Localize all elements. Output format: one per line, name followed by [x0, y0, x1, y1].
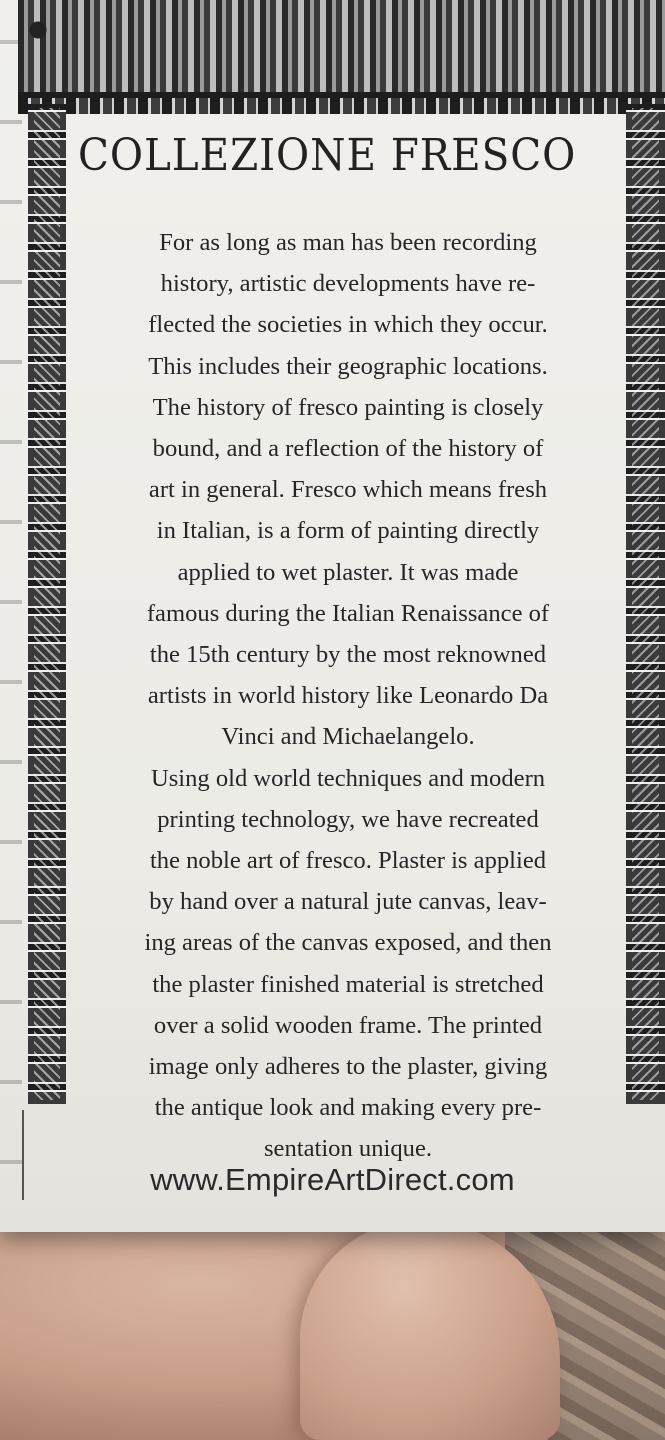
description-line: famous during the Italian Renaissance of [146, 599, 550, 627]
description-line: in Italian, is a form of painting directly [156, 517, 540, 545]
card-description [70, 222, 626, 1170]
description-line: For as long as man has been recording [159, 229, 537, 256]
card-left-edge [0, 0, 22, 1232]
website-url: www.EmpireArtDirect.com [150, 1162, 515, 1197]
description-line: Using old world techniques and modern [150, 764, 546, 792]
description-line: sentation unique. [263, 1135, 433, 1163]
description-line: The history of fresco painting is closely [152, 393, 544, 421]
description-line: the noble art of fresco. Plaster is applied [149, 847, 547, 875]
description-line: over a solid wooden frame. The printed [153, 1011, 543, 1039]
description-line: image only adheres to the plaster, giving [148, 1053, 548, 1081]
description-line: bound, and a reflection of the history of [152, 435, 544, 463]
description-line: the antique look and making every pre- [154, 1094, 542, 1122]
ornamental-border-right [626, 104, 665, 1104]
description-line: printing technology, we have recreated [157, 805, 539, 833]
description-line: by hand over a natural jute canvas, leav- [149, 888, 547, 916]
description-line: artists in world history like Leonardo Da [147, 682, 549, 710]
description-line: This includes their geographic locations. [148, 352, 548, 380]
description-line: applied to wet plaster. It was made [177, 558, 519, 586]
ornamental-border-left [28, 104, 66, 1104]
description-line: the 15th century by the most reknowned [149, 641, 547, 669]
description-line: history, artistic developments have re- [160, 270, 536, 298]
ornamental-top-band [18, 0, 665, 98]
description-line: flected the societies in which they occur. [148, 311, 548, 339]
description-line: ing areas of the canvas exposed, and then [144, 929, 552, 957]
description-line: Vinci and Michaelangelo. [221, 723, 475, 751]
card-title: COLLEZIONE FRESCO [78, 130, 577, 181]
description-line: art in general. Fresco which means fresh [148, 476, 548, 504]
description-line: the plaster finished material is stretched [152, 970, 544, 998]
